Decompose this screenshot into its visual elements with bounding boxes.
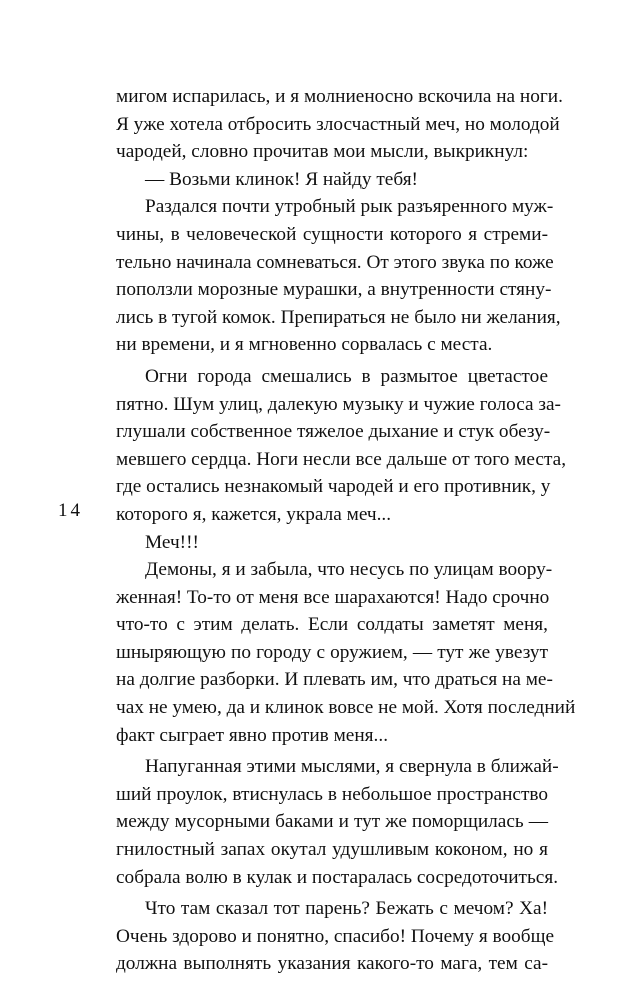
text-line: на долгие разборки. И плевать им, что драться на ме- bbox=[116, 669, 553, 691]
text-line: поползли морозные мурашки, а внутренности стяну- bbox=[116, 279, 552, 301]
text-line: ни времени, и я мгновенно сорвалась с места. bbox=[116, 334, 493, 356]
text-line: Огни города смешались в размытое цветастое bbox=[145, 365, 548, 387]
text-line: Демоны, я и забыла, что несусь по улицам воору- bbox=[145, 559, 553, 581]
body-text bbox=[116, 83, 576, 978]
text-line: чародей, словно прочитав мои мысли, выкрикнул: bbox=[116, 141, 529, 163]
text-line: Меч!!! bbox=[145, 531, 199, 553]
text-line: Очень здорово и понятно, спасибо! Почему я вообще bbox=[116, 925, 554, 947]
text-line: пятно. Шум улиц, далекую музыку и чужие голоса за- bbox=[116, 393, 561, 415]
text-line: Я уже хотела отбросить злосчастный меч, но молодой bbox=[116, 113, 560, 135]
text-line: которого я, кажется, украла меч... bbox=[116, 503, 392, 525]
text-line: ший проулок, втиснулась в небольшое пространство bbox=[116, 783, 548, 805]
text-line: — Возьми клинок! Я найду тебя! bbox=[145, 168, 418, 190]
text-line: где остались незнакомый чародей и его противник, у bbox=[116, 476, 551, 498]
text-line: шныряющую по городу с оружием, — тут же увезут bbox=[116, 641, 548, 663]
text-line: между мусорными баками и тут же поморщилась — bbox=[116, 811, 548, 833]
text-line: лись в тугой комок. Препираться не было ни желания, bbox=[116, 306, 561, 328]
text-line: гнилостный запах окутал удушливым коконом, но я bbox=[116, 839, 548, 861]
text-line: факт сыграет явно против меня... bbox=[116, 724, 389, 746]
text-line: мигом испарилась, и я молниеносно вскочила на ноги. bbox=[116, 86, 563, 107]
text-line: собрала волю в кулак и постаралась сосредоточиться. bbox=[116, 866, 559, 888]
text-line: мевшего сердца. Ноги несли все дальше от того места, bbox=[116, 448, 567, 470]
text-line: должна выполнять указания какого-то мага, тем са- bbox=[116, 953, 548, 975]
page-number: 14 bbox=[58, 500, 83, 521]
text-line: Раздался почти утробный рык разъяренного муж- bbox=[145, 196, 554, 218]
text-line: что-то с этим делать. Если солдаты заметят меня, bbox=[116, 614, 548, 636]
text-line: чах не умею, да и клинок вовсе не мой. Хотя последний bbox=[116, 697, 576, 719]
text-line: Напуганная этими мыслями, я свернула в ближай- bbox=[145, 756, 559, 778]
text-line: чины, в человеческой сущности которого я стреми- bbox=[116, 223, 548, 245]
text-line: Что там сказал тот парень? Бежать с мечом? Ха! bbox=[145, 898, 548, 920]
text-line: глушали собственное тяжелое дыхание и стук обезу- bbox=[116, 421, 551, 443]
text-line: тельно начинала сомневаться. От этого звука по коже bbox=[116, 251, 554, 273]
text-line: женная! То-то от меня все шарахаются! Надо срочно bbox=[116, 586, 550, 608]
